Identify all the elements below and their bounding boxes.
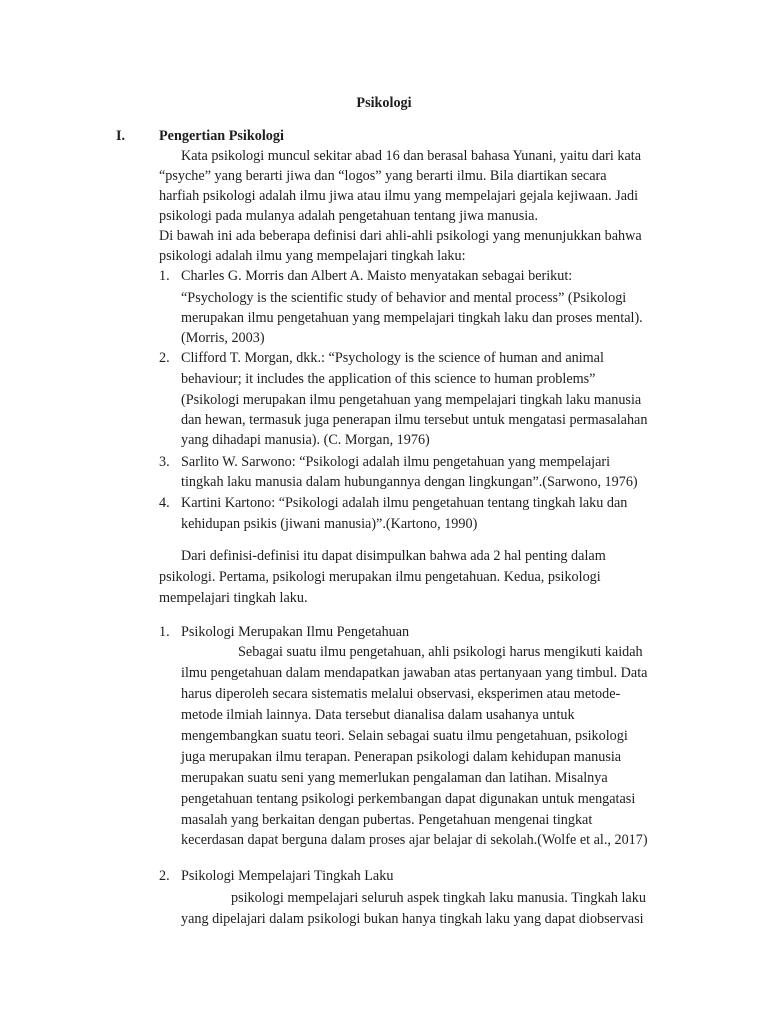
- point-line: Sebagai suatu ilmu pengetahuan, ahli psikologi harus mengikuti kaidah: [238, 644, 643, 660]
- definition-line: dan hewan, termasuk juga penerapan ilmu tersebut untuk mengatasi permasalahan: [181, 412, 648, 428]
- definition-line: (Morris, 2003): [181, 330, 265, 346]
- section-number: I.: [116, 128, 126, 144]
- section-heading: Pengertian Psikologi: [159, 128, 284, 144]
- point-heading: Psikologi Merupakan Ilmu Pengetahuan: [181, 624, 410, 640]
- point-number: 1.: [159, 624, 170, 640]
- point-line: metode ilmiah lainnya. Data tersebut dianalisa dalam usahanya untuk: [181, 707, 575, 723]
- point-line: pengetahuan tentang psikologi perkembangan dapat digunakan untuk mengatasi: [181, 791, 636, 807]
- definition-line: Charles G. Morris dan Albert A. Maisto menyatakan sebagai berikut:: [181, 268, 573, 284]
- point-heading: Psikologi Mempelajari Tingkah Laku: [181, 868, 394, 884]
- definition-line: Sarlito W. Sarwono: “Psikologi adalah ilmu pengetahuan yang mempelajari: [181, 454, 611, 470]
- point-line: mengembangkan suatu teori. Selain sebagai suatu ilmu pengetahuan, psikologi: [181, 728, 628, 744]
- conclusion-line: psikologi. Pertama, psikologi merupakan ilmu pengetahuan. Kedua, psikologi: [159, 569, 601, 585]
- intro-line: Kata psikologi muncul sekitar abad 16 dan berasal bahasa Yunani, yaitu dari kata: [181, 148, 642, 164]
- point-line: masalah yang berkaitan dengan pubertas. Pengetahuan mengenai tingkat: [181, 812, 593, 828]
- point-line: merupakan suatu seni yang memerlukan pengalaman dan latihan. Misalnya: [181, 770, 608, 786]
- definition-line: Kartini Kartono: “Psikologi adalah ilmu pengetahuan tentang tingkah laku dan: [181, 495, 628, 511]
- point-number: 2.: [159, 868, 170, 884]
- point-line: kecerdasan dapat berguna dalam proses ajar belajar di sekolah.(Wolfe et al., 2017): [181, 832, 648, 848]
- definition-number: 1.: [159, 268, 170, 284]
- point-line: harus diperoleh secara sistematis melalui observasi, eksperimen atau metode-: [181, 686, 621, 702]
- definition-number: 3.: [159, 454, 170, 470]
- definition-number: 2.: [159, 350, 170, 366]
- intro-line: “psyche” yang berarti jiwa dan “logos” yang berarti ilmu. Bila diartikan secara: [159, 168, 607, 184]
- point-line: ilmu pengetahuan dalam mendapatkan jawaban atas pertanyaan yang timbul. Data: [181, 665, 648, 681]
- conclusion-line: mempelajari tingkah laku.: [159, 590, 308, 606]
- definition-line: merupakan ilmu pengetahuan yang mempelajari tingkah laku dan proses mental).: [181, 310, 643, 326]
- conclusion-line: Dari definisi-definisi itu dapat disimpulkan bahwa ada 2 hal penting dalam: [181, 548, 606, 564]
- intro-line: harfiah psikologi adalah ilmu jiwa atau ilmu yang mempelajari gejala kejiwaan. Jadi: [159, 188, 639, 204]
- intro-line: Di bawah ini ada beberapa definisi dari ahli-ahli psikologi yang menunjukkan bahwa: [159, 228, 642, 244]
- point-line: juga merupakan ilmu terapan. Penerapan psikologi dalam kehidupan manusia: [181, 749, 622, 765]
- definition-line: kehidupan psikis (jiwani manusia)”.(Kartono, 1990): [181, 516, 478, 532]
- intro-line: psikologi adalah ilmu yang mempelajari tingkah laku:: [159, 248, 466, 264]
- document-title: Psikologi: [356, 95, 412, 111]
- definition-line: (Psikologi merupakan ilmu pengetahuan yang mempelajari tingkah laku manusia: [181, 392, 642, 408]
- definition-line: behaviour; it includes the application of this science to human problems”: [181, 371, 596, 387]
- definition-number: 4.: [159, 495, 170, 511]
- definition-line: “Psychology is the scientific study of behavior and mental process” (Psikologi: [181, 290, 627, 306]
- definition-line: Clifford T. Morgan, dkk.: “Psychology is the science of human and animal: [181, 350, 604, 366]
- point-line: yang dipelajari dalam psikologi bukan hanya tingkah laku yang dapat diobservasi: [181, 911, 644, 927]
- definition-line: tingkah laku manusia dalam hubungannya dengan lingkungan”.(Sarwono, 1976): [181, 474, 638, 490]
- definition-line: yang dihadapi manusia). (C. Morgan, 1976): [181, 432, 430, 448]
- point-line: psikologi mempelajari seluruh aspek tingkah laku manusia. Tingkah laku: [231, 890, 646, 906]
- intro-line: psikologi pada mulanya adalah pengetahuan tentang jiwa manusia.: [159, 208, 539, 224]
